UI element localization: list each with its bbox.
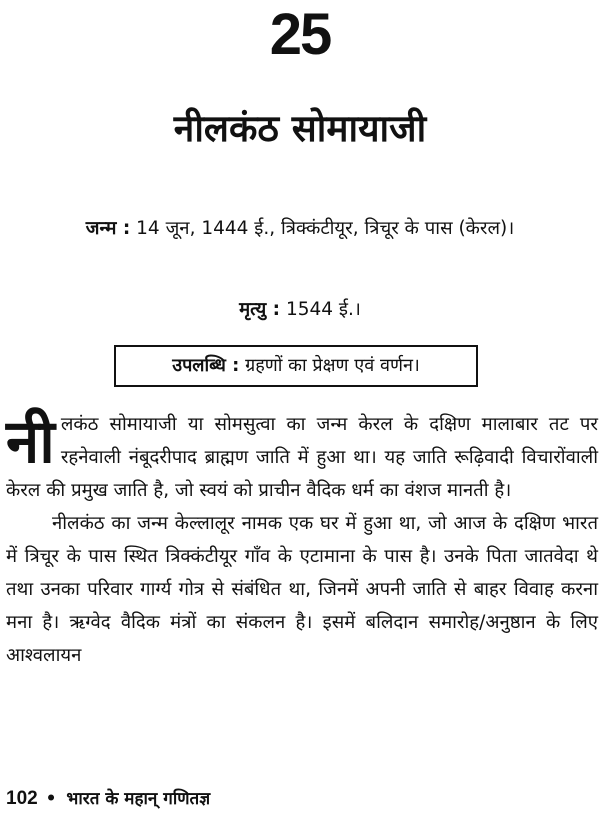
drop-cap: नी xyxy=(6,407,55,477)
death-info xyxy=(40,293,560,327)
paragraph-1-text: लकंठ सोमायाजी या सोमसुत्वा का जन्म केरल के दक्षिण मालाबार तट पर रहनेवाली नंबूदरीपाद ब्राह्मण जाति में हुआ था। यह जाति रूढ़िवादी विचारोंवाली केरल की प्रमुख जाति है, जो स्वयं को प्राचीन वैदिक धर्म का वंशज मानती है। xyxy=(6,414,598,501)
birth-label: जन्म : xyxy=(85,218,131,239)
body-text xyxy=(6,408,598,672)
footer-bullet: • xyxy=(45,789,57,809)
page-number: 102 xyxy=(6,788,38,809)
paragraph-1 xyxy=(6,408,598,507)
chapter-title: नीलकंठ सोमायाजी xyxy=(173,107,427,150)
achievement-label: उपलब्धि : xyxy=(172,355,240,376)
achievement-box xyxy=(114,345,478,387)
death-label: मृत्यु : xyxy=(239,299,281,320)
birth-value: 14 जून, 1444 ई., त्रिक्कंटीयूर, त्रिचूर के पास (केरल)। xyxy=(136,218,515,239)
death-value: 1544 ई.। xyxy=(285,299,361,320)
birth-info xyxy=(40,212,560,246)
page-footer xyxy=(6,788,210,810)
achievement-value: ग्रहणों का प्रेक्षण एवं वर्णन। xyxy=(245,355,420,376)
paragraph-2: नीलकंठ का जन्म केल्लालूर नामक एक घर में हुआ था, जो आज के दक्षिण भारत में त्रिचूर के पास स्थित त्रिक्कंटीयूर गाँव के एटामाना के पास है। उनके पिता जातवेदा थे तथा उनका परिवार गार्ग्य गोत्र से संबंधित था, जिनमें अपनी जाति से बाहर विवाह करना मना है। ऋग्वेद वैदिक मंत्रों का संकलन है। इसमें बलिदान समारोह/अनुष्ठान के लिए आश्वलायन xyxy=(6,513,598,666)
book-title: भारत के महान् गणितज्ञ xyxy=(66,789,211,809)
chapter-number: 25 xyxy=(269,2,331,67)
